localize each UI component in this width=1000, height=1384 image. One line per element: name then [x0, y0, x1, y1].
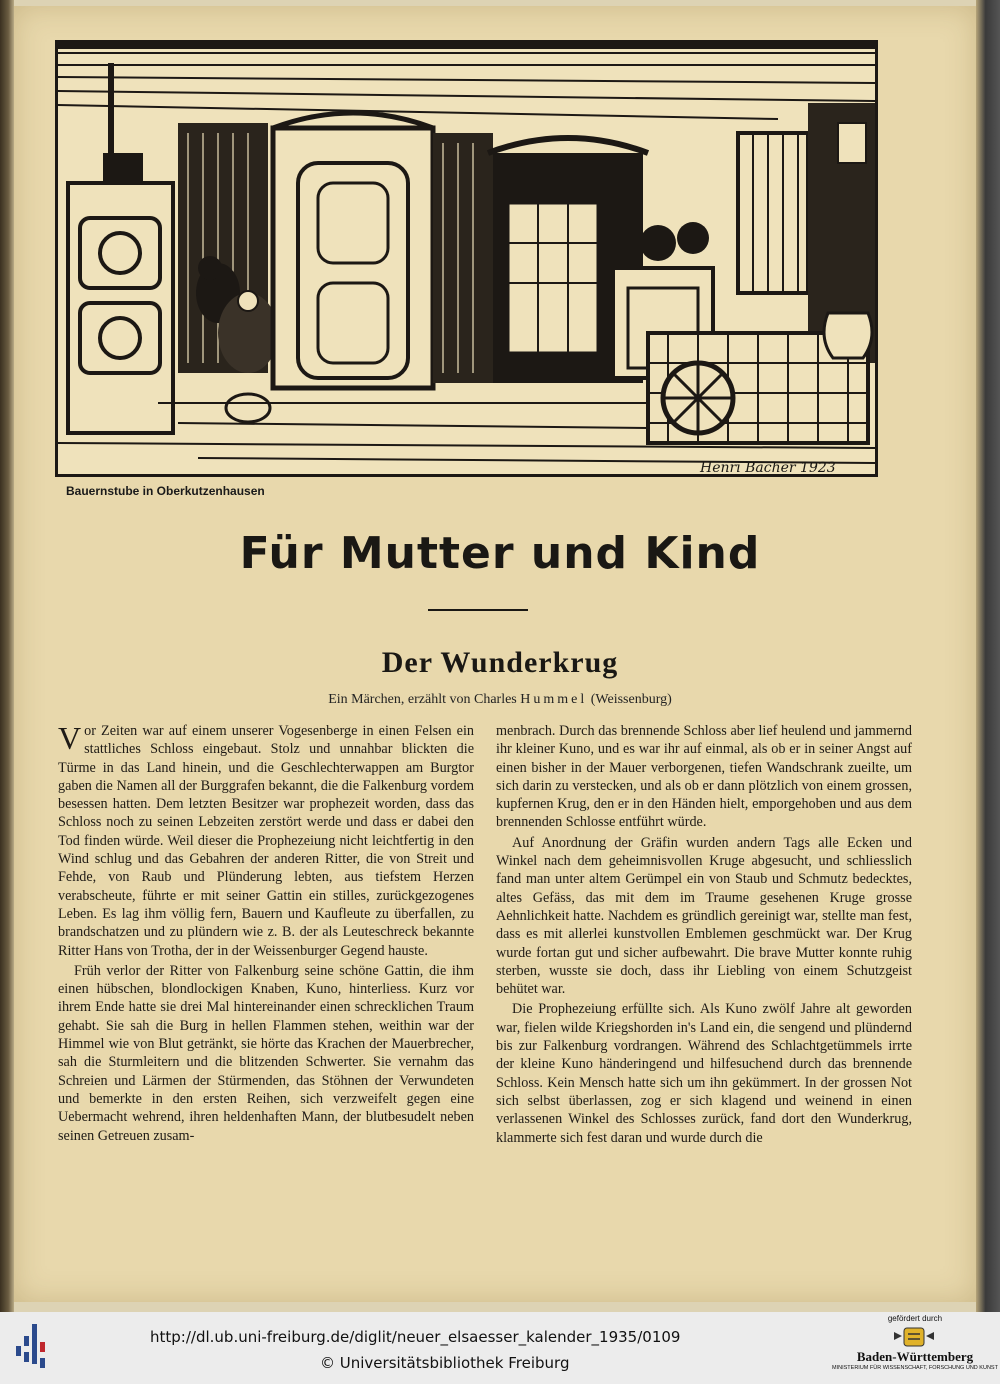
- sponsor-name: Baden-Württemberg: [856, 1349, 974, 1364]
- paragraph: Vor Zeiten war auf einem unserer Vogesenberge in einen Felsen ein stattliches Schloss eingebaut. Stolz und unnahbar blickten die Türme in das Land hinein, und die Geschlechterwappen am Burgtor gaben die Namen all der Burggrafen bekannt, die die Falkenburg vordem besessen hatten. Dem letzten Besitzer war prophezeit worden, dass das Schloss noch zu seinen Lebzeiten zerstört werde und dass er dabei den Tod finden würde. Weil dieser die Prophezeiung nicht leichtfertig in den Wind schlug und das Gebahren der anderen Ritter, die von Streit und Fehde, von Raub und Plünderung lebten, aus tiefstem Herzen verabscheute, führte er mit seiner Gattin ein stilles, zurückgezogenes Leben. Es lag ihm völlig fern, Bauern und Kaufleute zu überfallen, zu brandschatzen und zu plündern wie z. B. der als Leuteschreck bekannte Ritter Hans von Trotha, der in der Weissenburger Gegend hauste.: [58, 720, 474, 959]
- illustration-caption: Bauernstube in Oberkutzenhausen: [66, 484, 265, 498]
- title-divider: [428, 609, 528, 611]
- paragraph: menbrach. Durch das brennende Schloss aber lief heulend und jammernd ihr kleiner Kuno, und es war ihr auf einmal, als ob er in seiner Angst auf einen bisher in der Mauer verborgenen, tiefen Wandschrank zueilte, um sich darin zu verstecken, und als ob er dann plötzlich von einem grossen, kupfernen Krug, den er in den Händen hielt, emporgehoben und aus dem brennenden Schlosse entführt würde.: [496, 723, 912, 831]
- text-column-left: [58, 722, 474, 1145]
- text-column-right: [496, 722, 912, 1147]
- sponsor-label: gefördert durch: [887, 1314, 943, 1323]
- ub-freiburg-logo-icon: [16, 1322, 52, 1374]
- baden-wuerttemberg-crest-icon: [888, 1326, 940, 1348]
- sponsor-ministry: MINISTERIUM FÜR WISSENSCHAFT, FORSCHUNG UND KUNST: [832, 1365, 998, 1371]
- paragraph: Früh verlor der Ritter von Falkenburg seine schöne Gattin, die ihm einen hübschen, blondlockigen Knaben, Kuno, hinterliess. Kurz vor ihrem Ende hatte sie drei Mal hintereinander einen schrecklichen Traum gehabt. Sie sah die Burg in hellen Flammen stehen, weithin war der Himmel wie von Blut getränkt, sie hörte das Krachen der Mauerbrecher, sah die Sturmleitern und die blitzenden Schwerter. Sie vernahm das Schreien und Lärmen der Stürmenden, das Stöhnen der Verwundeten und bemerkte in den ersten Reihen, sich verzweifelt gegen eine Uebermacht wehrend, ihren heldenhaften Mann, der blutbesudelt neben seinen Getreuen zusam-: [58, 962, 474, 1144]
- paragraph: Auf Anordnung der Gräfin wurden andern Tags alle Ecken und Winkel nach dem geheimnisvollen Kruge abgesucht, und schliesslich fand man unter altem Gerümpel ein von Staub und Schmutz bedecktes, altes Gefäss, das mit dem im Traume gesehenen Kruge grosse Aehnlichkeit hatte. Nachdem es gründlich gereinigt war, stellte man fest, dass es mit allerlei kunstvollen Emblemen geschmückt war. Der Krug wurde fortan gut und sicher aufbewahrt. Die brave Mutter konnte ruhig sterben, wusste sie doch, dass ihr Liebling von einem Schutzgeist behütet war.: [496, 834, 912, 998]
- story-byline: [0, 692, 1000, 708]
- copyright-text: © Universitätsbibliothek Freiburg: [320, 1354, 570, 1372]
- artist-signature: Henri Bacher 1923: [700, 460, 836, 476]
- story-heading: Der Wunderkrug: [381, 646, 619, 679]
- page-title: Für Mutter und Kind: [239, 528, 761, 579]
- drop-cap: V: [58, 720, 82, 756]
- document-url-link[interactable]: http://dl.ub.uni-freiburg.de/diglit/neuer_elsaesser_kalender_1935/0109: [150, 1328, 681, 1346]
- byline-author: Hummel: [520, 692, 588, 707]
- byline-prefix: Ein Märchen, erzählt von Charles: [328, 692, 517, 707]
- byline-suffix: (Weissenburg): [590, 692, 672, 707]
- woodcut-illustration: [55, 40, 878, 477]
- paragraph: Die Prophezeiung erfüllte sich. Als Kuno zwölf Jahre alt geworden war, fielen wilde Kriegshorden in's Land ein, die sengend und plündernd bis zur Falkenburg vordrangen. Während des Schlachtgetümmels irrte der kleine Kuno händeringend und hilfesuchend durch das brennende Schloss. Kein Mensch hatte sich um ihn gekümmert. In der grossen Not sich selbst überlassen, zog er sich klagend und weinend in einen verlassenen Winkel des Schlosses zurück, fand dort den Wunderkrug, klammerte sich fest daran und wurde durch die: [496, 1001, 912, 1146]
